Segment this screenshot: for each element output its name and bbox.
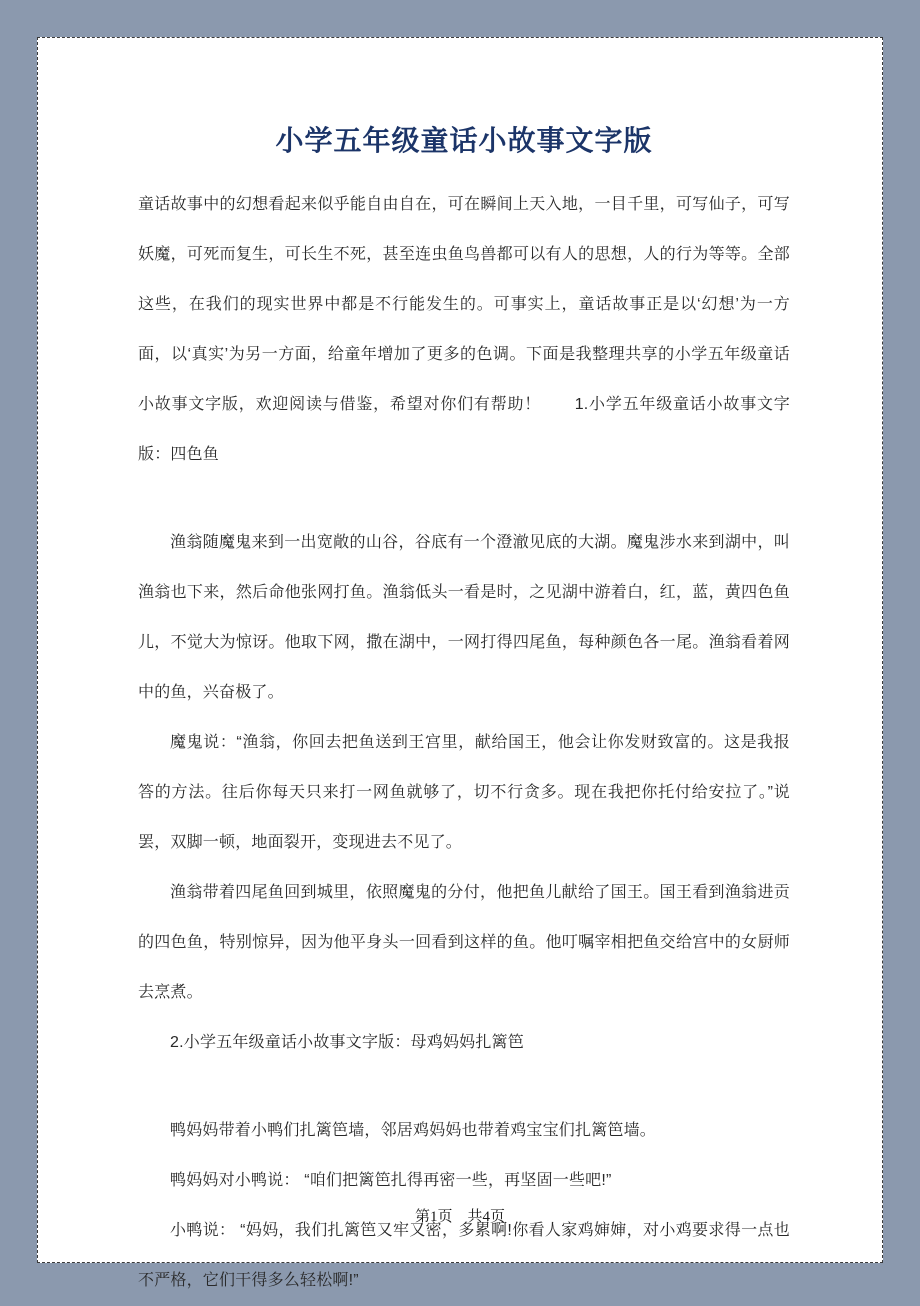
paragraph: 2.小学五年级童话小故事文字版：母鸡妈妈扎篱笆 [170,1034,524,1051]
paragraph: 鸭妈妈对小鸭说： “咱们把篱笆扎得再密一些，再坚固一些吧!” [170,1172,612,1189]
document-content [38,38,882,1306]
paragraph: 渔翁带着四尾鱼回到城里，依照魔鬼的分付，他把鱼儿献给了国王。国王看到渔翁进贡的四色鱼，特别惊异，因为他平身头一回看到这样的鱼。他叮嘱宰相把鱼交给宫中的女厨师去烹煮。 [138,884,790,1001]
document-title: 小学五年级童话小故事文字版 [275,125,653,156]
paragraph: 童话故事中的幻想看起来似乎能自由自在，可在瞬间上天入地，一目千里，可写仙子，可写妖魔，可死而复生，可长生不死，甚至连虫鱼鸟兽都可以有人的思想，人的行为等等。全部这些，在我们的现实世界中都是不行能发生的。可事实上，童话故事正是以‘幻想’为一方面，以‘真实’为另一方面，给童年增加了更多的色调。下面是我整理共享的小学五年级童话小故事文字版，欢迎阅读与借鉴，希望对你们有帮助！ 1.小学五年级童话小故事文字版：四色鱼 [138,196,790,463]
paragraph: 渔翁随魔鬼来到一出宽敞的山谷，谷底有一个澄澈见底的大湖。魔鬼涉水来到湖中，叫渔翁也下来，然后命他张网打鱼。渔翁低头一看是时，之见湖中游着白，红，蓝，黄四色鱼儿，不觉大为惊讶。他取下网，撒在湖中，一网打得四尾鱼，每种颜色各一尾。渔翁看着网中的鱼，兴奋极了。 [138,534,790,701]
paragraph: 魔鬼说：“渔翁，你回去把鱼送到王宫里，献给国王，他会让你发财致富的。这是我报答的方法。往后你每天只来打一网鱼就够了，切不行贪多。现在我把你托付给安拉了。”说罢，双脚一顿，地面裂开，变现进去不见了。 [138,734,790,851]
document-page [37,37,883,1289]
page-number-footer: 第1页 共4页 [414,1209,505,1225]
paragraph: 小鸭说： “妈妈，我们扎篱笆又牢又密，多累啊!你看人家鸡婶婶，对小鸡要求得一点也不严格，它们干得多么轻松啊!” [138,1222,790,1289]
paragraph-list [138,180,790,1306]
paragraph: 鸭妈妈带着小鸭们扎篱笆墙，邻居鸡妈妈也带着鸡宝宝们扎篱笆墙。 [170,1122,657,1139]
